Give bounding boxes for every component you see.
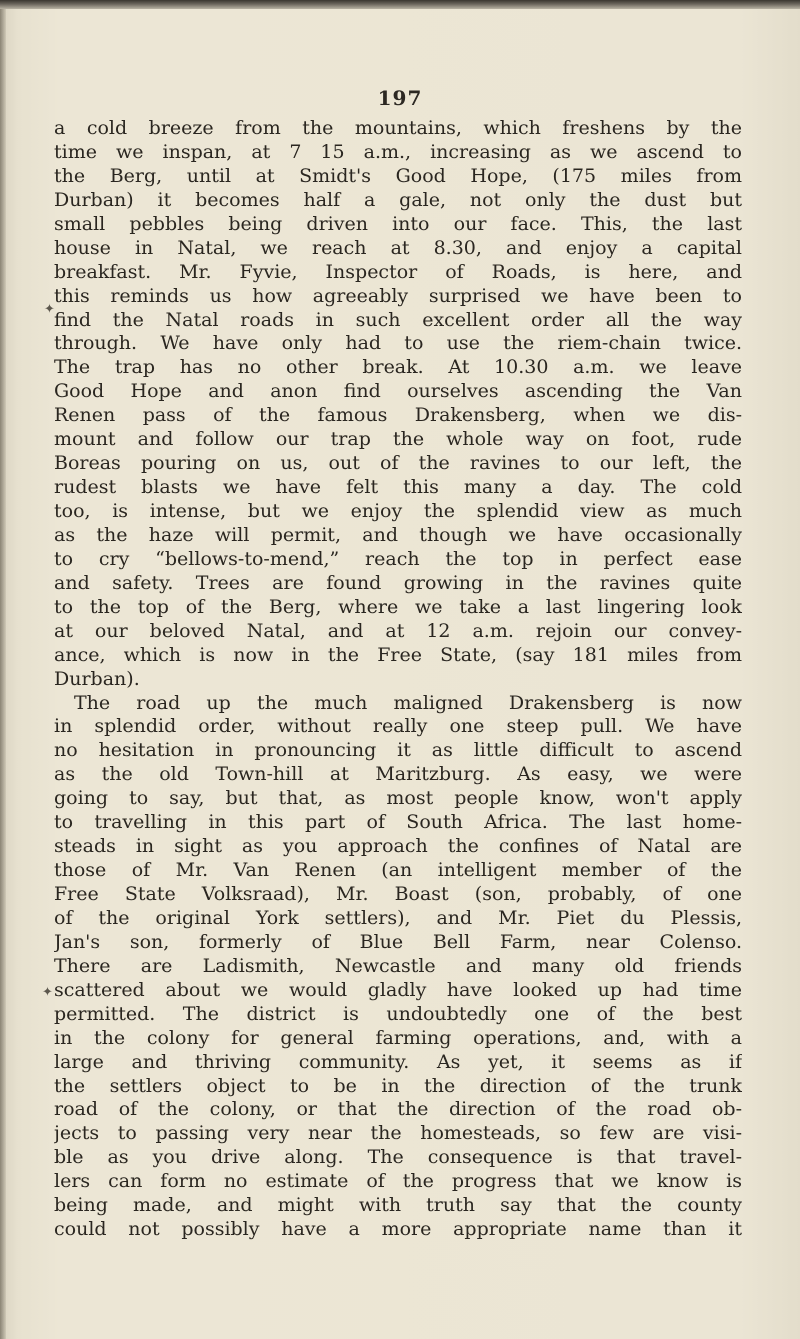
text-line: this reminds us how agreeably surprised we have been to: [54, 284, 742, 307]
text-line: at our beloved Natal, and at 12 a.m. rejoin our convey-: [54, 619, 742, 642]
text-line: to travelling in this part of South Africa. The last home-: [54, 811, 742, 834]
text-line: The road up the much maligned Drakensberg is now: [74, 691, 742, 714]
text-line: scattered about we would gladly have looked up had time: [54, 978, 742, 1001]
text-line: going to say, but that, as most people know, won't apply: [54, 787, 742, 810]
text-line: of the original York settlers), and Mr. Piet du Plessis,: [54, 906, 742, 929]
text-line: Durban).: [54, 667, 140, 690]
text-line: ance, which is now in the Free State, (say 181 miles from: [54, 643, 742, 666]
body-text: [54, 117, 742, 1242]
text-line: There are Ladismith, Newcastle and many old friends: [54, 954, 742, 977]
text-line: too, is intense, but we enjoy the splendid view as much: [54, 500, 742, 522]
text-line: Renen pass of the famous Drakensberg, when we dis-: [54, 404, 742, 427]
text-line: no hesitation in pronouncing it as little difficult to ascend: [54, 739, 742, 762]
text-line: road of the colony, or that the direction of the road ob-: [54, 1098, 742, 1121]
text-line: as the haze will permit, and though we have occasionally: [54, 523, 742, 546]
text-line: breakfast. Mr. Fyvie, Inspector of Roads, is here, and: [54, 260, 742, 283]
text-line: large and thriving community. As yet, it seems as if: [54, 1050, 742, 1073]
text-line: the settlers object to be in the direction of the trunk: [54, 1074, 742, 1097]
text-line: Durban) it becomes half a gale, not only the dust but: [54, 188, 742, 211]
text-line: and safety. Trees are found growing in the ravines quite: [54, 571, 742, 594]
text-line: in the colony for general farming operations, and, with a: [54, 1026, 742, 1049]
text-line: the Berg, until at Smidt's Good Hope, (175 miles from: [54, 164, 742, 187]
text-line: to the top of the Berg, where we take a last lingering look: [54, 595, 742, 618]
text-line: to cry “bellows-to-mend,” reach the top in perfect ease: [54, 547, 742, 570]
text-line: small pebbles being driven into our face. This, the last: [54, 212, 742, 235]
text-line: find the Natal roads in such excellent order all the way: [54, 308, 742, 331]
text-line: rudest blasts we have felt this many a day. The cold: [54, 476, 742, 499]
margin-mark: ✦: [44, 302, 55, 317]
text-line: those of Mr. Van Renen (an intelligent member of the: [54, 859, 742, 882]
text-line: lers can form no estimate of the progress that we know is: [54, 1170, 742, 1193]
text-line: The trap has no other break. At 10.30 a.m. we leave: [54, 356, 742, 379]
text-line: Good Hope and anon find ourselves ascending the Van: [54, 380, 742, 403]
binding-edge: [0, 9, 6, 1339]
page-number: 197: [377, 86, 423, 110]
text-line: a cold breeze from the mountains, which freshens by the: [54, 117, 742, 139]
text-line: could not possibly have a more appropriate name than it: [54, 1218, 742, 1241]
text-line: time we inspan, at 7 15 a.m., increasing as we ascend to: [54, 140, 742, 163]
text-line: Boreas pouring on us, out of the ravines to our left, the: [54, 452, 742, 475]
text-line: in splendid order, without really one steep pull. We have: [54, 715, 742, 738]
top-edge-rule: [0, 0, 800, 9]
text-line: Free State Volksraad), Mr. Boast (son, probably, of one: [54, 883, 742, 905]
text-line: permitted. The district is undoubtedly one of the best: [54, 1002, 742, 1025]
text-line: as the old Town-hill at Maritzburg. As easy, we were: [54, 763, 742, 786]
text-line: house in Natal, we reach at 8.30, and enjoy a capital: [54, 236, 742, 259]
text-line: through. We have only had to use the riem-chain twice.: [54, 332, 742, 355]
text-line: being made, and might with truth say that the county: [54, 1194, 742, 1217]
text-line: jects to passing very near the homesteads, so few are visi-: [54, 1122, 742, 1145]
margin-mark: ✦: [42, 985, 53, 1000]
text-line: ble as you drive along. The consequence is that travel-: [54, 1146, 742, 1169]
text-line: mount and follow our trap the whole way on foot, rude: [54, 428, 742, 451]
text-line: Jan's son, formerly of Blue Bell Farm, near Colenso.: [54, 930, 742, 953]
text-line: steads in sight as you approach the confines of Natal are: [54, 835, 742, 858]
